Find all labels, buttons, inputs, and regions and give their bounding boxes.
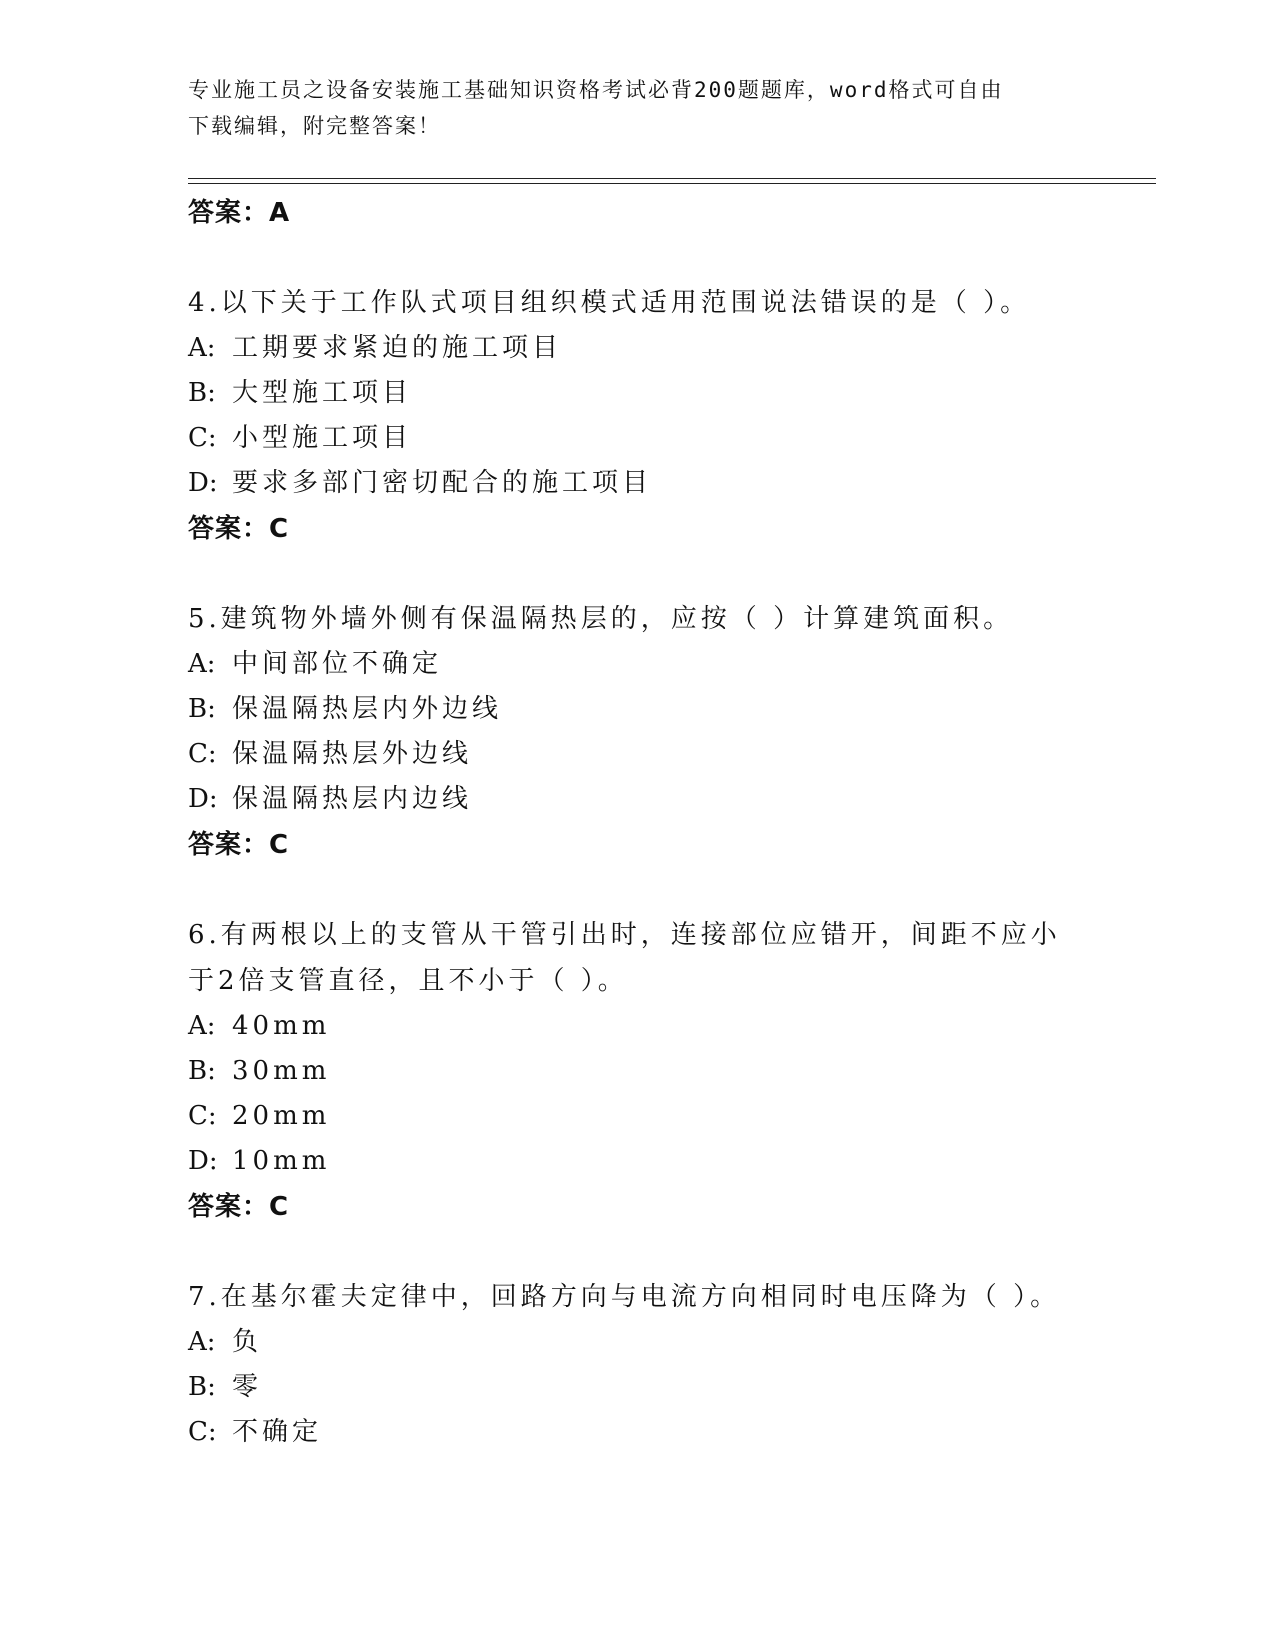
answer-option [188,371,1088,416]
header-line-1: 专业施工员之设备安装施工基础知识资格考试必背200题题库，word格式可自由 [188,78,1004,102]
answer-option [188,1410,1088,1455]
option-letter: D: [188,468,218,498]
option-letter: C: [188,1101,217,1131]
answer-option [188,642,1088,687]
question-text: 6.有两根以上的支管从干管引出时，连接部位应错开，间距不应小于2倍支管直径，且不小于（ ）。 [188,920,1061,996]
option-text: 中间部位不确定 [232,649,443,679]
answer-option [188,461,1088,506]
header-line-2: 下载编辑，附完整答案！ [188,114,441,138]
answer-option [188,1049,1088,1094]
answer-label: 答案：C [188,1192,290,1222]
option-letter: B: [188,1056,216,1086]
answer-label: 答案：C [188,514,290,544]
answer-option [188,326,1088,371]
option-letter: A: [188,1011,216,1041]
answer-option [188,1004,1088,1049]
option-text: 要求多部门密切配合的施工项目 [232,468,653,498]
answer-label: 答案：A [188,198,291,228]
answer-option [188,732,1088,777]
option-text: 30mm [232,1056,331,1086]
option-text: 保温隔热层内边线 [232,784,473,814]
option-text: 大型施工项目 [232,378,413,408]
option-text: 负 [232,1327,263,1357]
option-letter: C: [188,739,217,769]
option-text: 40mm [232,1011,331,1041]
header-divider [188,178,1156,184]
question-text: 4.以下关于工作队式项目组织模式适用范围说法错误的是（ ）。 [188,288,1031,318]
answer-option [188,687,1088,732]
option-letter: C: [188,1417,217,1447]
option-letter: C: [188,423,217,453]
question-list [188,280,1088,1455]
option-letter: D: [188,784,218,814]
question-block [188,596,1088,868]
question-text: 5.建筑物外墙外侧有保温隔热层的，应按（ ）计算建筑面积。 [188,604,1014,634]
answer-label: 答案：C [188,830,290,860]
answer-option [188,1320,1088,1365]
option-letter: B: [188,1372,216,1402]
option-letter: B: [188,694,216,724]
answer-option [188,1094,1088,1139]
option-letter: A: [188,1327,216,1357]
answer-option [188,416,1088,461]
answer-option [188,777,1088,822]
option-text: 零 [232,1372,263,1402]
option-text: 20mm [232,1101,331,1131]
option-text: 10mm [232,1146,331,1176]
answer-option [188,1139,1088,1184]
document-body [188,190,1088,1455]
answer-option [188,1365,1088,1410]
question-block [188,280,1088,552]
option-letter: B: [188,378,216,408]
option-letter: A: [188,333,216,363]
question-block [188,912,1088,1230]
option-text: 不确定 [232,1417,323,1447]
option-text: 工期要求紧迫的施工项目 [232,333,563,363]
option-text: 小型施工项目 [232,423,413,453]
question-text: 7.在基尔霍夫定律中，回路方向与电流方向相同时电压降为（ ）。 [188,1282,1061,1312]
option-text: 保温隔热层外边线 [232,739,473,769]
option-letter: A: [188,649,216,679]
page-header [188,72,1088,144]
option-text: 保温隔热层内外边线 [232,694,503,724]
option-letter: D: [188,1146,218,1176]
question-block [188,1274,1088,1455]
